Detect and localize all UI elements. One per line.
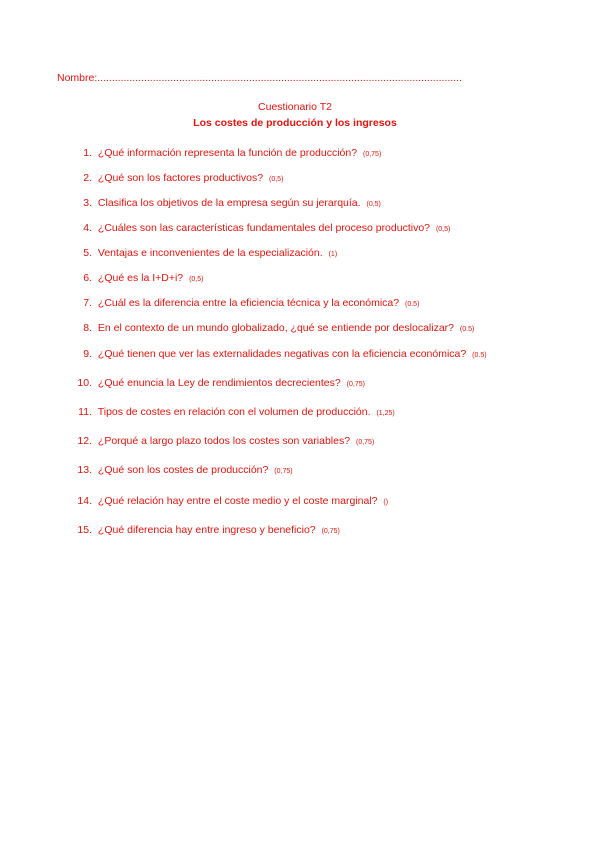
question-text: ¿Qué información representa la función de producción?: [97, 147, 358, 159]
question-text: ¿Qué tienen que ver las externalidades negativas con la eficiencia económica?: [97, 348, 467, 360]
question-number: 11.: [78, 406, 92, 418]
question-points: (0.5): [459, 326, 475, 333]
question-item: [74, 272, 203, 284]
question-number: 6.: [83, 272, 92, 284]
question-number: 13.: [77, 464, 92, 476]
question-number: 12.: [77, 435, 92, 447]
question-points: (0,75): [356, 439, 375, 446]
question-item: [74, 406, 395, 418]
question-item: [74, 172, 283, 184]
question-number: 8.: [83, 322, 92, 334]
question-item: [74, 247, 337, 259]
question-item: [74, 197, 381, 209]
question-text: ¿Qué es la I+D+i?: [97, 272, 184, 284]
questionnaire-subtitle: Cuestionario T2: [258, 101, 332, 113]
question-item: [74, 222, 450, 234]
question-text: ¿Qué diferencia hay entre ingreso y beneficio?: [97, 524, 316, 536]
name-field-line: Nombre:.............................................................................................................................: [57, 72, 462, 84]
question-item: [74, 435, 374, 447]
question-text: ¿Qué enuncia la Ley de rendimientos decrecientes?: [97, 377, 341, 389]
question-number: 5.: [83, 247, 92, 259]
question-points: (0,75): [274, 468, 293, 475]
question-points: (0,5): [366, 201, 381, 208]
question-points: (0,5): [435, 226, 451, 233]
question-points: (0,75): [363, 151, 382, 158]
question-number: 15.: [77, 524, 92, 536]
question-text: ¿Cuál es la diferencia entre la eficiencia técnica y la económica?: [97, 297, 400, 309]
question-text: ¿Qué son los costes de producción?: [97, 464, 269, 476]
question-text: En el contexto de un mundo globalizado, ¿qué se entiende por deslocalizar?: [97, 322, 454, 334]
document-title: Los costes de producción y los ingresos: [193, 117, 397, 129]
question-item: [74, 322, 474, 334]
question-text: ¿Porqué a largo plazo todos los costes son variables?: [97, 435, 351, 447]
question-points: (0,75): [346, 381, 365, 388]
question-item: [74, 377, 365, 389]
question-points: (): [383, 499, 389, 506]
question-number: 10.: [77, 377, 92, 389]
question-points: (0,75): [321, 528, 340, 535]
question-text: ¿Qué son los factores productivos?: [97, 172, 264, 184]
question-text: Clasifica los objetivos de la empresa según su jerarquía.: [97, 197, 361, 209]
question-item: [74, 348, 487, 360]
question-number: 7.: [83, 297, 92, 309]
question-text: ¿Cuáles son las características fundamentales del proceso productivo?: [97, 222, 431, 234]
question-number: 9.: [83, 348, 92, 360]
question-text: Tipos de costes en relación con el volumen de producción.: [97, 406, 371, 418]
question-item: [74, 147, 381, 159]
question-points: (0,5): [269, 176, 284, 183]
question-text: Ventajas e inconvenientes de la especialización.: [97, 247, 323, 259]
question-number: 4.: [83, 222, 92, 234]
question-points: (0.5): [405, 301, 420, 308]
question-points: (1,25): [376, 410, 395, 417]
question-number: 14.: [77, 495, 92, 507]
question-points: (0,5): [189, 276, 204, 283]
question-item: [74, 297, 419, 309]
question-points: (1): [328, 251, 338, 258]
question-item: [74, 495, 388, 507]
question-number: 1.: [83, 147, 92, 159]
question-points: (0.5): [472, 352, 487, 359]
question-item: [74, 524, 340, 536]
question-number: 2.: [83, 172, 92, 184]
question-number: 3.: [83, 197, 92, 209]
question-item: [74, 464, 293, 476]
question-text: ¿Qué relación hay entre el coste medio y el coste marginal?: [97, 495, 378, 507]
